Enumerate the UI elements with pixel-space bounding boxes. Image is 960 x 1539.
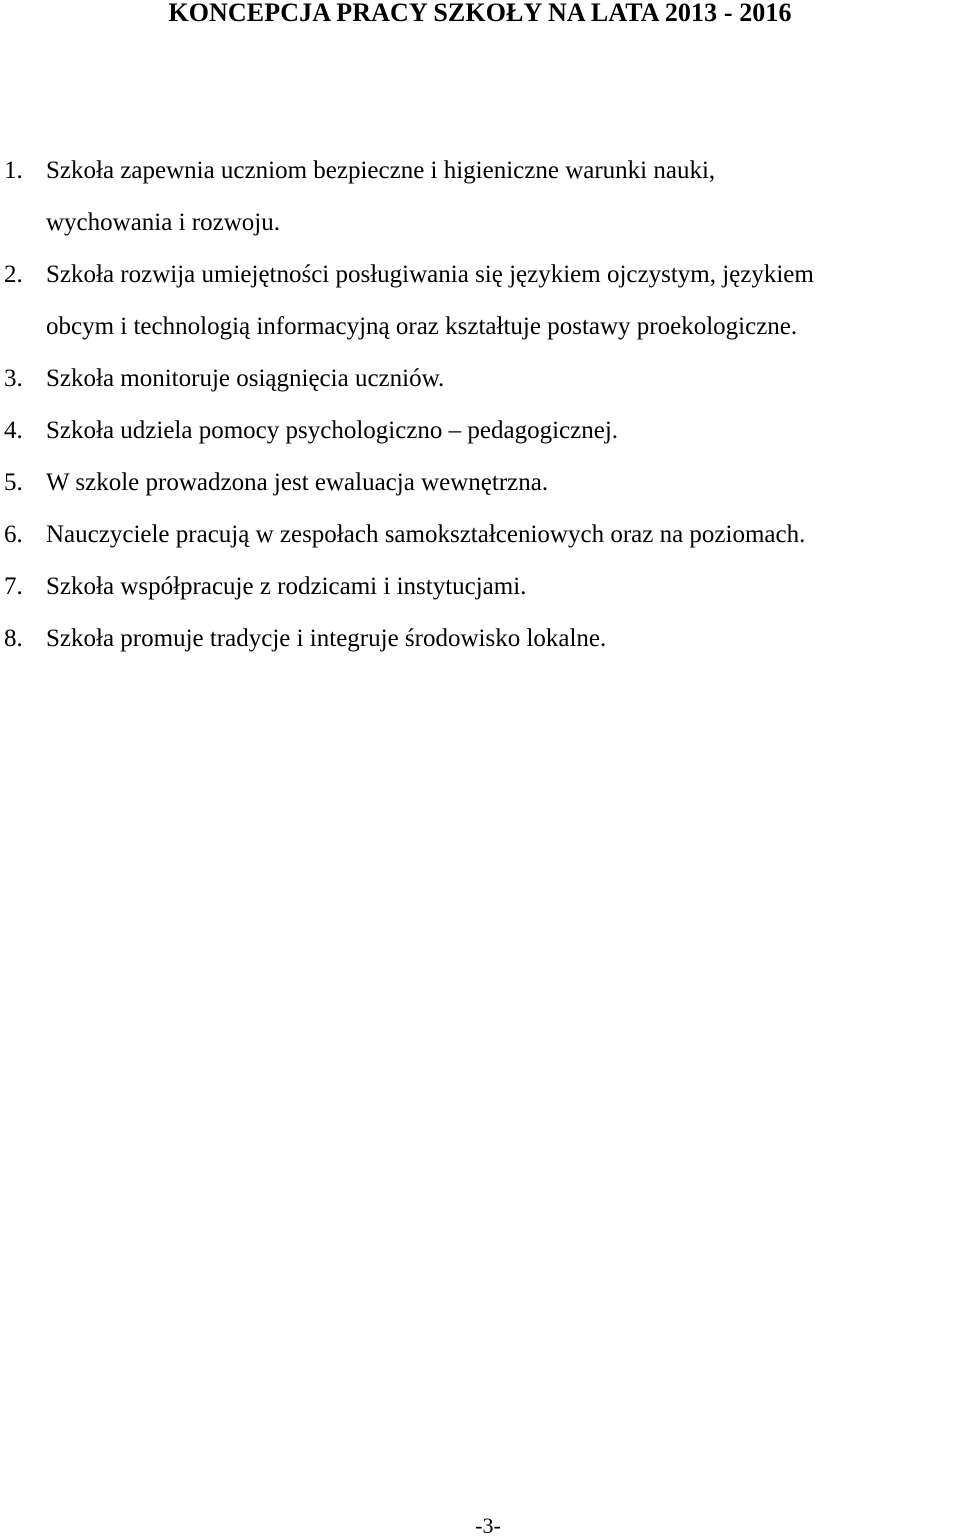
list-item-number: 1. — [4, 157, 23, 184]
list-item-text — [46, 613, 606, 665]
list-item-number: 8. — [4, 625, 23, 652]
list-item-line: wychowania i rozwoju. — [46, 209, 280, 236]
list-item-text — [46, 145, 715, 249]
list-item-line: Szkoła promuje tradycje i integruje środowisko lokalne. — [46, 625, 607, 652]
list-item — [0, 353, 960, 405]
list-item-line: Nauczyciele pracują w zespołach samokształceniowych oraz na poziomach. — [46, 521, 806, 548]
list-item-text — [46, 249, 814, 353]
page-title: KONCEPCJA PRACY SZKOŁY NA LATA 2013 - 2016 — [168, 0, 792, 27]
list-item-line: Szkoła rozwija umiejętności posługiwania się językiem ojczystym, językiem — [46, 261, 814, 288]
list-item — [0, 405, 960, 457]
goals-list — [0, 145, 960, 665]
list-item-text — [46, 405, 618, 457]
list-item-number: 7. — [4, 573, 23, 600]
list-item — [0, 249, 960, 353]
list-item — [0, 561, 960, 613]
list-item-line: W szkole prowadzona jest ewaluacja wewnętrzna. — [46, 469, 549, 496]
list-item-number: 4. — [4, 417, 23, 444]
list-item-line: Szkoła zapewnia uczniom bezpieczne i higieniczne warunki nauki, — [46, 157, 716, 184]
list-item-line: Szkoła monitoruje osiągnięcia uczniów. — [46, 365, 445, 392]
list-item-text — [46, 561, 526, 613]
list-item-number: 6. — [4, 521, 23, 548]
list-item-line: Szkoła udziela pomocy psychologiczno – pedagogicznej. — [46, 417, 619, 444]
list-item — [0, 145, 960, 249]
list-item-number: 5. — [4, 469, 23, 496]
list-item — [0, 613, 960, 665]
list-item-text — [46, 457, 548, 509]
list-item-line: obcym i technologią informacyjną oraz kształtuje postawy proekologiczne. — [46, 313, 798, 340]
list-item — [0, 509, 960, 561]
list-item-line: Szkoła współpracuje z rodzicami i instytucjami. — [46, 573, 527, 600]
list-item-number: 2. — [4, 261, 23, 288]
list-item — [0, 457, 960, 509]
list-item-number: 3. — [4, 365, 23, 392]
list-item-text — [46, 509, 805, 561]
list-item-text — [46, 353, 444, 405]
page-number: -3- — [475, 1513, 501, 1538]
